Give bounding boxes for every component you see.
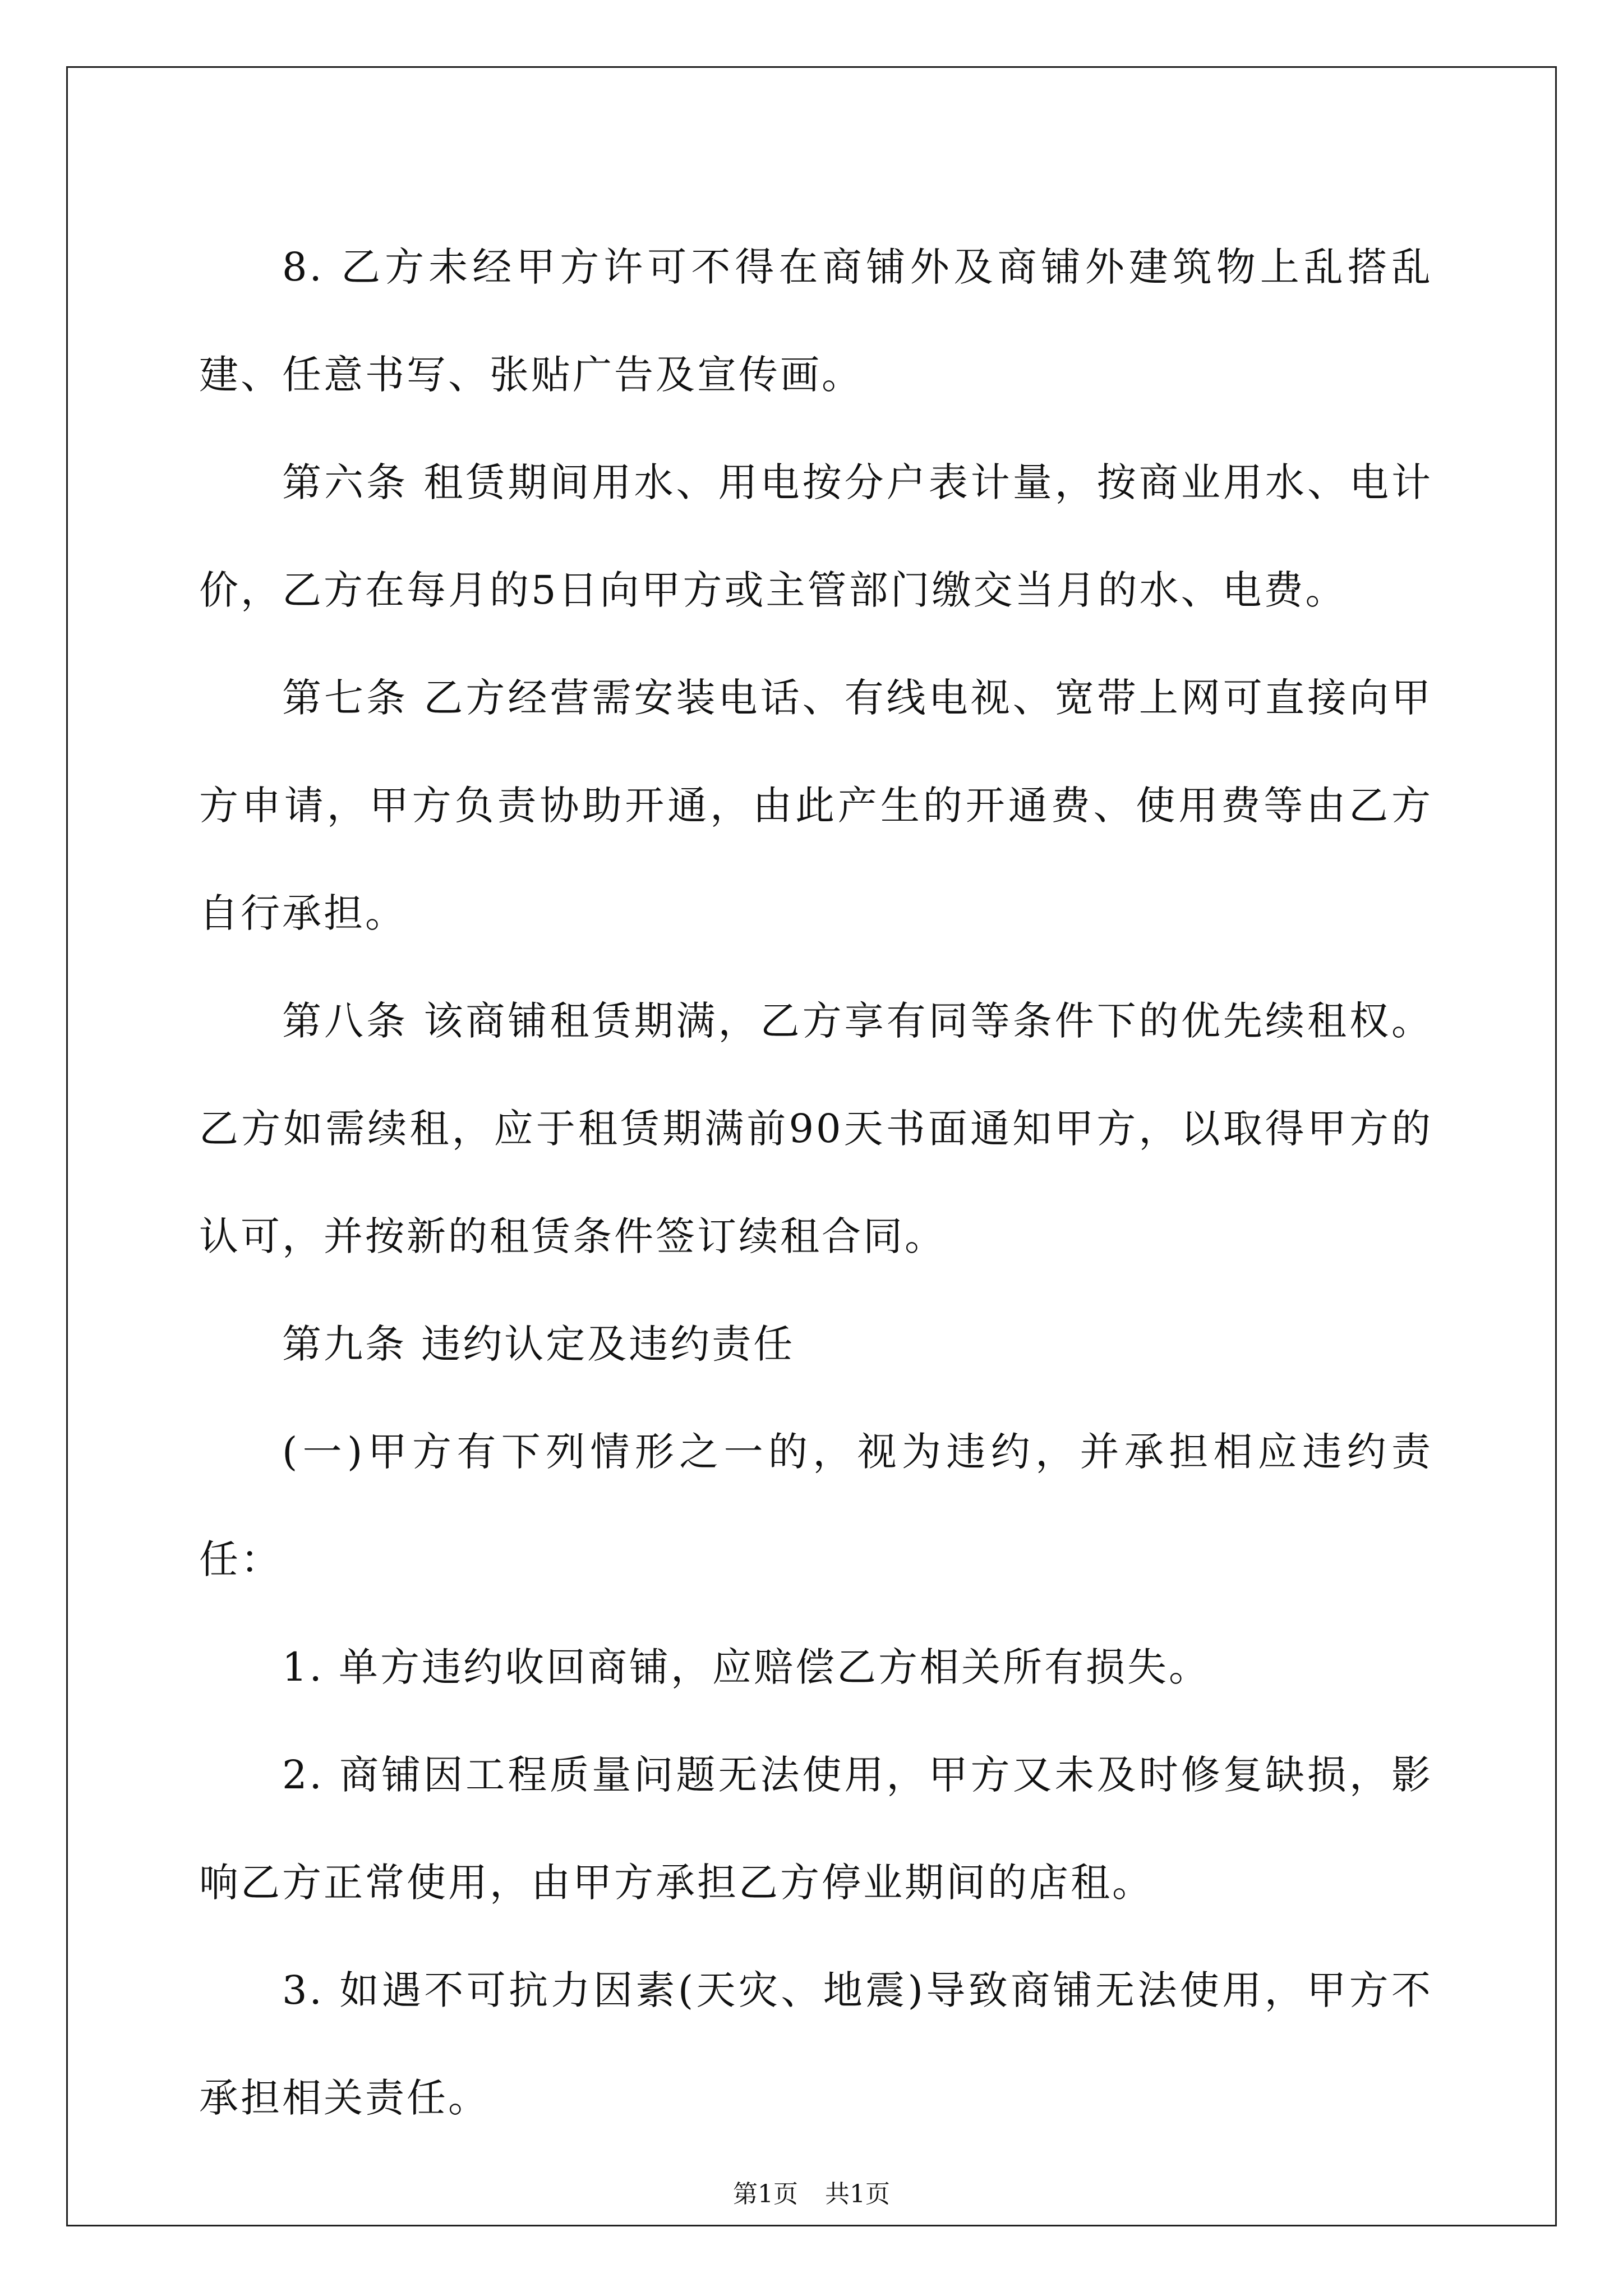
paragraph-item-2: 2. 商铺因工程质量问题无法使用，甲方又未及时修复缺损，影响乙方正常使用，由甲方承担乙方停业期间的店租。 [199,1752,1433,1906]
paragraph-section-1: (一)甲方有下列情形之一的，视为违约，并承担相应违约责任： [199,1429,1433,1582]
document-body [199,213,1433,2152]
paragraph-article-6: 第六条 租赁期间用水、用电按分户表计量，按商业用水、电计价，乙方在每月的5日向甲方或主管部门缴交当月的水、电费。 [199,459,1433,613]
paragraph-article-8: 第八条 该商铺租赁期满，乙方享有同等条件下的优先续租权。乙方如需续租，应于租赁期满前90天书面通知甲方，以取得甲方的认可，并按新的租赁条件签订续租合同。 [199,998,1433,1259]
paragraph-item-1: 1. 单方违约收回商铺，应赔偿乙方相关所有损失。 [282,1644,1211,1690]
page-footer [0,2174,1623,2210]
page-number-total: 共1页 [825,2180,890,2208]
paragraph-item-3: 3. 如遇不可抗力因素(天灾、地震)导致商铺无法使用，甲方不承担相关责任。 [199,1967,1433,2121]
page-number-current: 第1页 [733,2180,798,2208]
paragraph-clause-8: 8. 乙方未经甲方许可不得在商铺外及商铺外建筑物上乱搭乱建、任意书写、张贴广告及宣传画。 [199,244,1433,398]
paragraph-article-7: 第七条 乙方经营需安装电话、有线电视、宽带上网可直接向甲方申请，甲方负责协助开通，由此产生的开通费、使用费等由乙方自行承担。 [199,675,1433,936]
paragraph-article-9-heading: 第九条 违约认定及违约责任 [282,1321,795,1367]
